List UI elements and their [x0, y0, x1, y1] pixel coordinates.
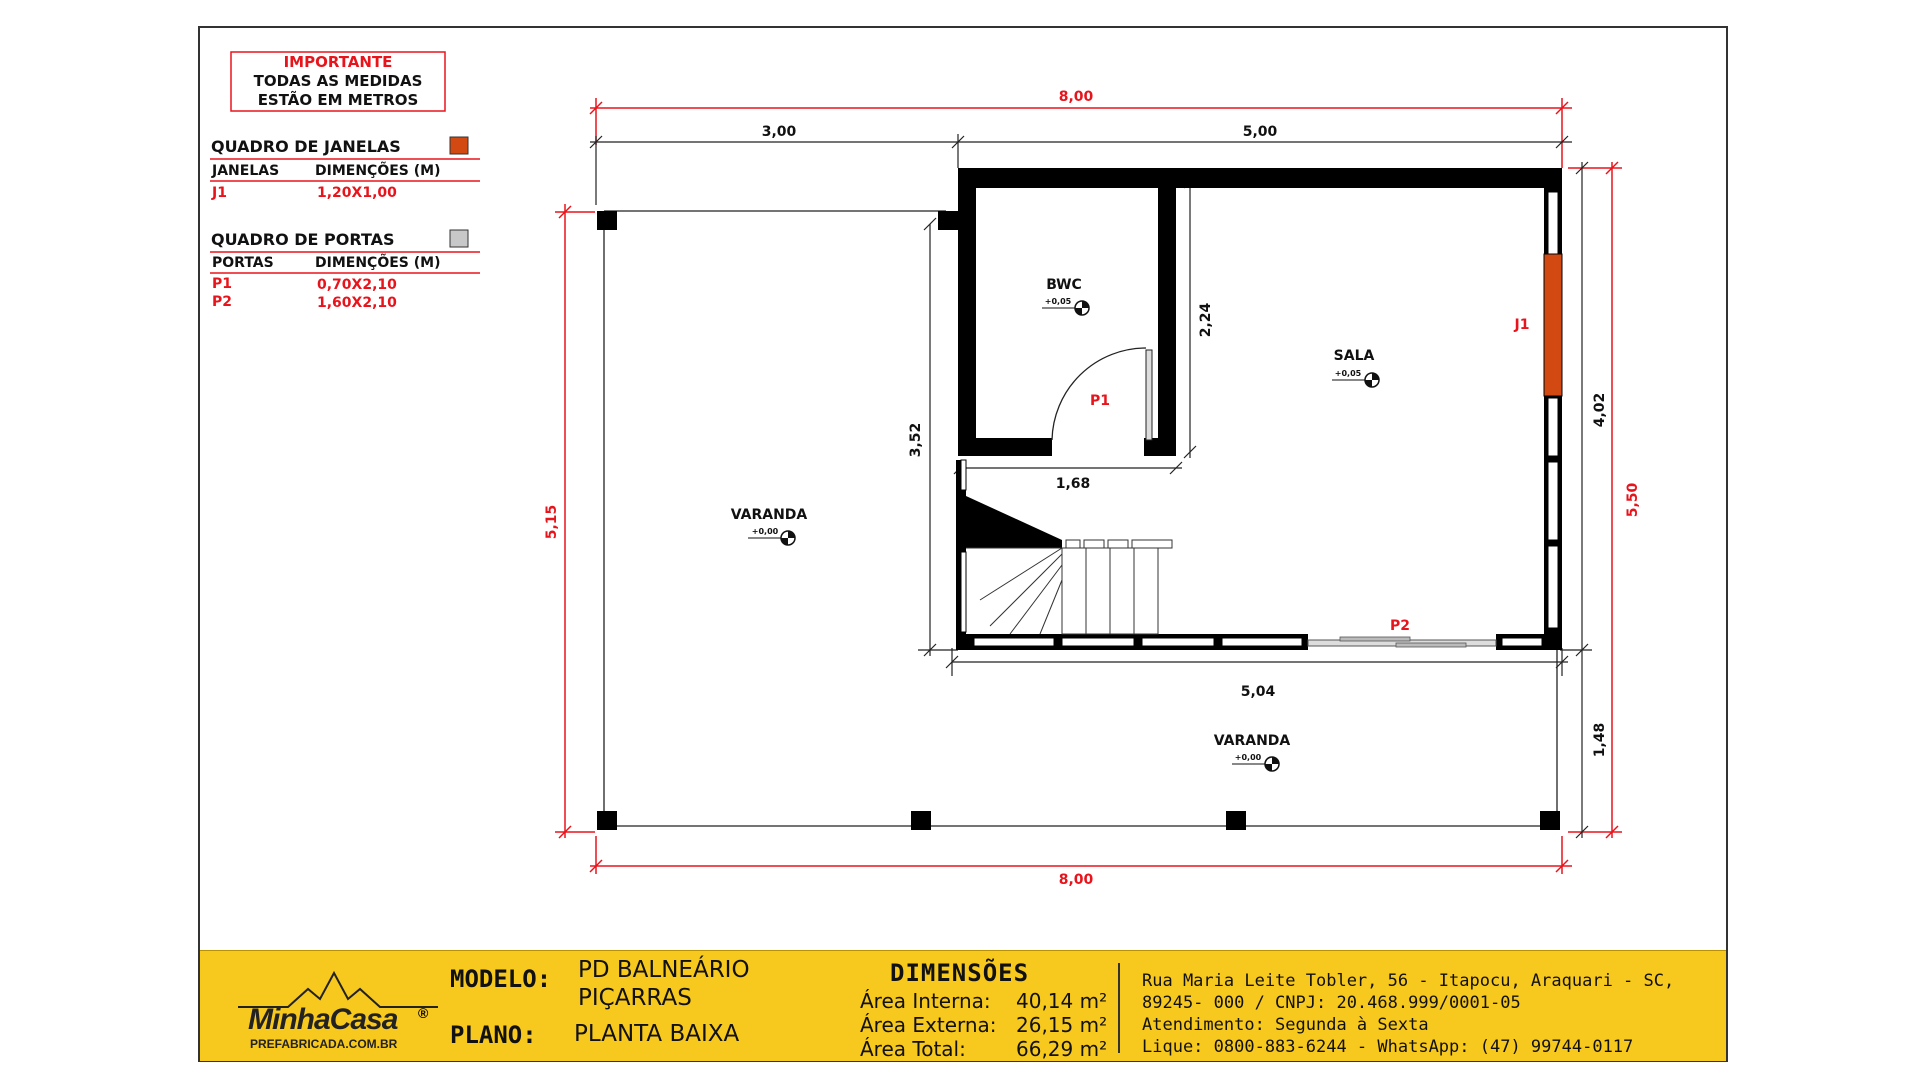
dim-left-total: 5,15 [544, 504, 560, 540]
dim-bwc-width: 1,68 [1055, 476, 1091, 492]
wall-frames [961, 192, 1558, 646]
dim-bwc-height: 2,24 [1198, 302, 1214, 338]
windows-table-title: QUADRO DE JANELAS [211, 137, 401, 156]
address-line2: 89245- 000 / CNPJ: 20.468.999/0001-05 [1142, 993, 1521, 1013]
dim-top-left: 3,00 [761, 124, 797, 140]
room-sala-level: +0,05 [1334, 369, 1362, 378]
logo-text: MinhaCasa [248, 1003, 398, 1036]
dim-right-lower: 1,48 [1592, 722, 1608, 758]
door-swatch [450, 230, 468, 247]
dim-stair-height: 3,52 [908, 422, 924, 458]
model-value-line2: PIÇARRAS [578, 985, 692, 1011]
address-line4: Lique: 0800-883-6244 - WhatsApp: (47) 99744-0117 [1142, 1037, 1634, 1057]
room-varanda2-level: +0,00 [1234, 753, 1262, 762]
minhacasa-logo [228, 959, 448, 1055]
room-varanda2-name: VARANDA [1213, 733, 1291, 749]
notice-line2: TODAS AS MEDIDAS [253, 72, 423, 90]
plan-value: PLANTA BAIXA [574, 1021, 740, 1047]
notice-line1: IMPORTANTE [283, 53, 393, 71]
room-labels [731, 277, 1379, 771]
dimension-texts [544, 89, 1641, 888]
title-block [200, 950, 1726, 1061]
address-line1: Rua Maria Leite Tobler, 56 - Itapocu, Araquari - SC, [1142, 971, 1675, 991]
house-walls [956, 168, 1562, 650]
room-bwc-level: +0,05 [1044, 297, 1072, 306]
door-row2-id: P2 [212, 294, 233, 310]
window-row-id: J1 [212, 185, 227, 201]
dim-house-width: 5,04 [1240, 684, 1276, 700]
black-dimension-lines [590, 134, 1592, 838]
door-p2 [1308, 637, 1496, 647]
room-varanda1-name: VARANDA [730, 507, 808, 523]
dim-bottom-total: 8,00 [1058, 872, 1094, 888]
logo-registered: ® [418, 1005, 429, 1021]
dim-top-right: 5,00 [1242, 124, 1278, 140]
model-label: MODELO: [450, 965, 552, 993]
area-total-label: Área Total: [860, 1037, 966, 1061]
doors-table-title: QUADRO DE PORTAS [211, 230, 395, 249]
logo-subtext: PREFABRICADA.COM.BR [250, 1037, 398, 1051]
dim-right-total: 5,50 [1625, 482, 1641, 518]
door-row1-id: P1 [212, 276, 233, 292]
tag-j1: J1 [1514, 317, 1530, 333]
windows-col1: JANELAS [212, 163, 280, 179]
dimensions-title: DIMENSÕES [890, 959, 1030, 987]
doors-col2: DIMENÇÕES (M) [315, 255, 441, 271]
stairs [966, 540, 1172, 634]
door-row1-dims: 0,70X2,10 [317, 277, 397, 293]
area-external-label: Área Externa: [860, 1013, 997, 1037]
dim-top-total: 8,00 [1058, 89, 1094, 105]
window-j1 [1544, 254, 1562, 396]
footer-divider [1118, 963, 1120, 1053]
room-bwc-name: BWC [1046, 277, 1082, 293]
plan-label: PLANO: [450, 1021, 537, 1049]
area-internal-label: Área Interna: [860, 989, 991, 1013]
doors-col1: PORTAS [212, 255, 274, 271]
tag-p1: P1 [1089, 393, 1111, 409]
doors-table [210, 230, 480, 311]
dim-right-upper: 4,02 [1592, 392, 1608, 428]
door-row2-dims: 1,60X2,10 [317, 295, 397, 311]
windows-col2: DIMENÇÕES (M) [315, 163, 441, 179]
room-sala-name: SALA [1333, 348, 1375, 364]
windows-table [210, 137, 480, 201]
room-varanda1-level: +0,00 [751, 527, 779, 536]
area-external-value: 26,15 m² [1016, 1013, 1108, 1037]
tag-p2: P2 [1389, 618, 1411, 634]
window-row-dims: 1,20X1,00 [317, 185, 397, 201]
notice-line3: ESTÃO EM METROS [257, 91, 419, 109]
model-value-line1: PD BALNEÁRIO [578, 957, 750, 983]
address-line3: Atendimento: Segunda à Sexta [1142, 1015, 1429, 1035]
area-total-value: 66,29 m² [1016, 1037, 1108, 1061]
notice-box [231, 52, 445, 111]
window-swatch [450, 137, 468, 154]
area-internal-value: 40,14 m² [1016, 989, 1108, 1013]
